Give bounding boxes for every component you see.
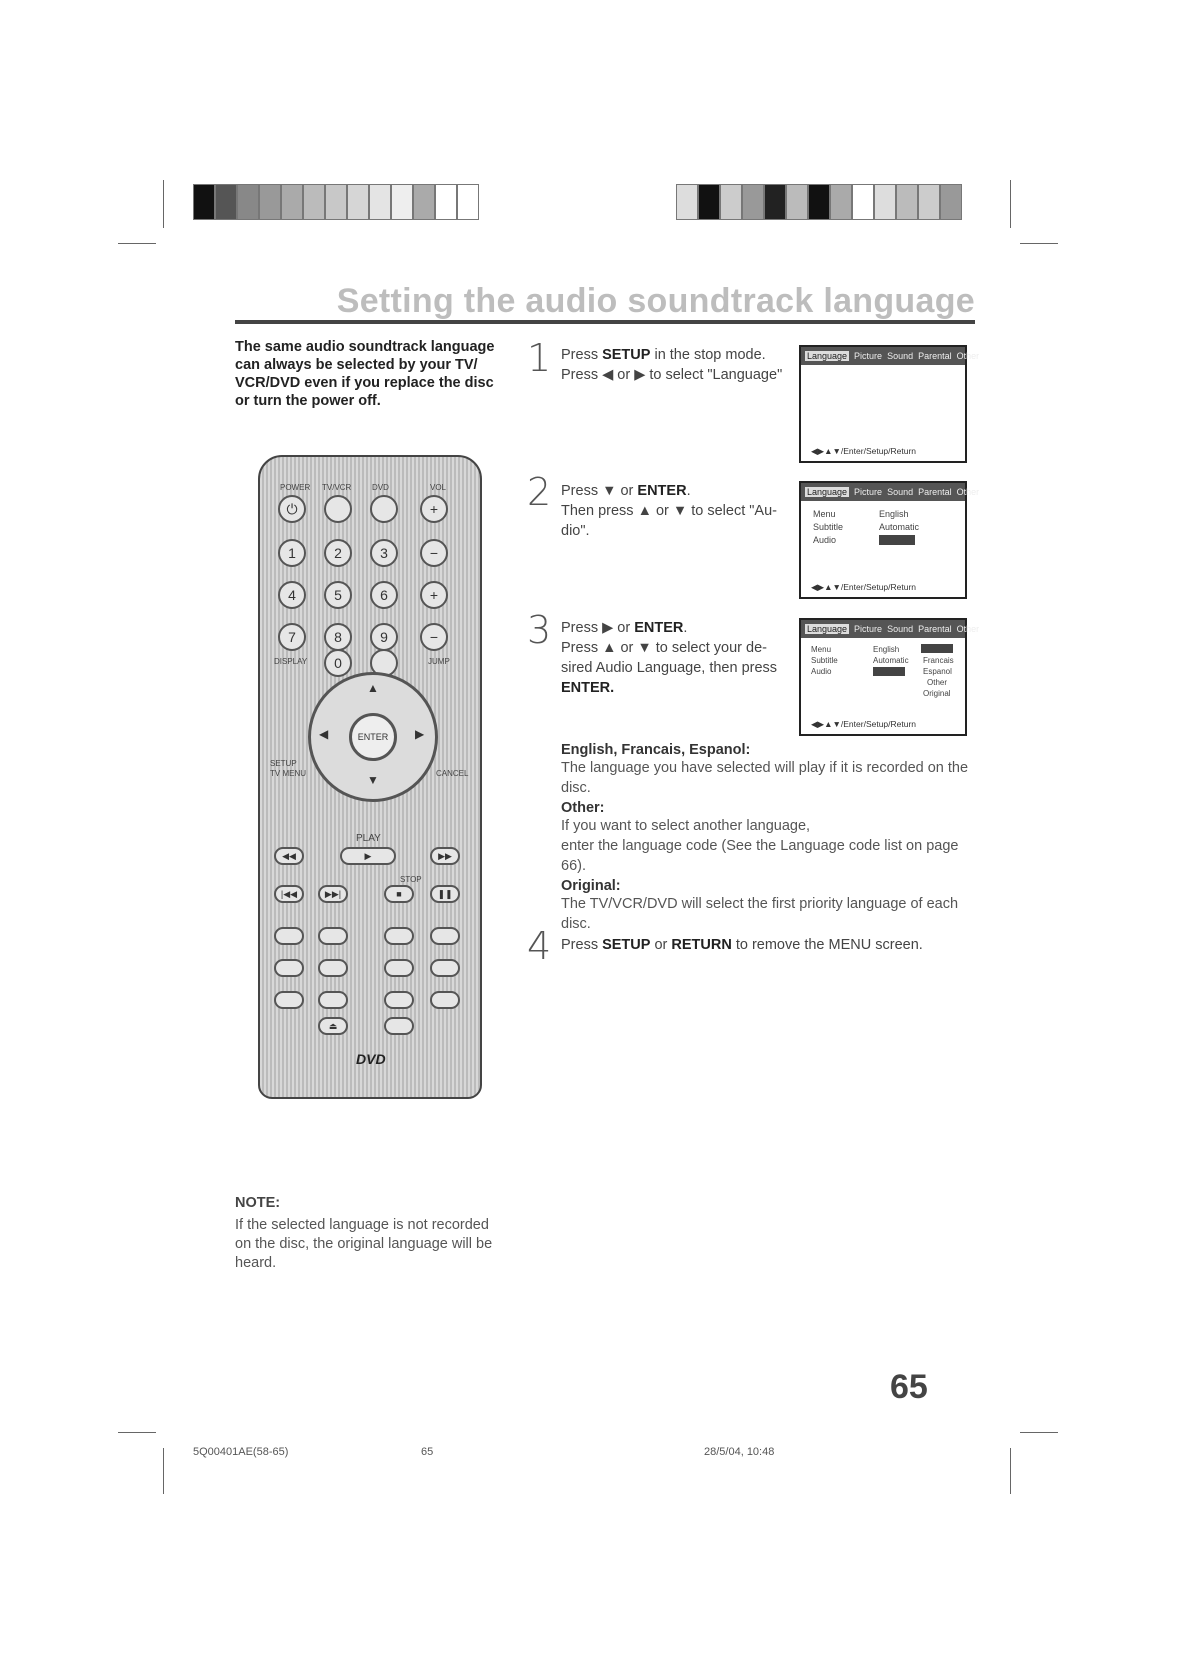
crop-mark (118, 243, 156, 244)
step-4-text (561, 935, 981, 955)
section-text: enter the language code (See the Language code list on page 66). (561, 838, 959, 874)
screen-footer: ◀▶▲▼/Enter/Setup/Return (811, 446, 917, 456)
tab-sound: Sound (887, 487, 914, 497)
key-enter: ENTER. (561, 680, 615, 696)
menu-value-selected: English (873, 667, 905, 676)
crop-mark (118, 1432, 156, 1433)
language-option: Other (927, 678, 948, 687)
dpad (308, 672, 438, 802)
tab-parental: Parental (918, 624, 952, 634)
digit-button: 7 (278, 623, 306, 651)
remote-button (274, 959, 304, 977)
step-text: Press ◀ or ▶ to select "Language" (561, 367, 783, 383)
tab-language: Language (807, 351, 848, 361)
arrow-right-icon: ▶ (415, 727, 425, 741)
footer-code: 5Q00401AE(58-65) (193, 1446, 289, 1458)
tab-other: Other (956, 624, 980, 634)
arrow-up-icon: ▲ (367, 681, 379, 695)
section-heading: Other: (561, 800, 605, 816)
note-heading: NOTE: (235, 1195, 281, 1211)
tab-sound: Sound (887, 351, 914, 361)
menu-label: Audio (813, 535, 837, 545)
language-option: Francais (923, 656, 954, 665)
remote-button (318, 991, 348, 1009)
digit-button: 2 (324, 539, 352, 567)
calibration-bar-left (193, 184, 479, 220)
remote-button (370, 495, 398, 523)
step-text: . (686, 483, 691, 499)
play-icon: ▶ (340, 847, 396, 865)
section-heading: English, Francais, Espanol: (561, 742, 751, 758)
intro-text: The same audio soundtrack language can always be selected by your TV/ VCR/DVD even if you replace the disc or turn the power off. (235, 339, 495, 409)
menu-value: Automatic (873, 656, 909, 665)
key-enter: ENTER (634, 620, 684, 636)
crop-mark (1020, 1432, 1058, 1433)
step-number: 4 (527, 924, 552, 968)
enter-button: ENTER (349, 713, 397, 761)
section-heading: Original: (561, 878, 621, 894)
key-return: RETURN (671, 937, 732, 953)
remote-button (384, 1017, 414, 1035)
remote-button (324, 495, 352, 523)
eject-icon: ⏏ (318, 1017, 348, 1035)
step-3-text (561, 618, 791, 698)
footer-date: 28/5/04, 10:48 (704, 1446, 775, 1458)
tab-language: Language (807, 487, 848, 497)
skip-back-icon: |◀◀ (274, 885, 304, 903)
crop-mark (1010, 180, 1011, 228)
screen-footer: ◀▶▲▼/Enter/Setup/Return (811, 719, 917, 729)
digit-button: 5 (324, 581, 352, 609)
stop-icon: ■ (384, 885, 414, 903)
step-text: Press (561, 347, 603, 363)
page-number: 65 (890, 1368, 928, 1406)
section-text: The TV/VCR/DVD will select the first priority language of each disc. (561, 896, 959, 932)
digit-button: 0 (324, 649, 352, 677)
step-text: Press ▶ or (561, 620, 635, 636)
arrow-left-icon: ◀ (319, 727, 329, 741)
step-text: dio". (561, 523, 590, 539)
pause-icon: ❚❚ (430, 885, 460, 903)
remote-label-tvvcr: TV/VCR (322, 483, 352, 492)
remote-label-jump: JUMP (428, 657, 450, 666)
crop-mark (163, 1448, 164, 1494)
tab-picture: Picture (854, 351, 883, 361)
menu-value: English (873, 645, 900, 654)
section-text: If you want to select another language, (561, 818, 811, 834)
step-text: Press (561, 937, 603, 953)
menu-tabs (801, 620, 980, 638)
key-setup: SETUP (602, 347, 651, 363)
remote-button (384, 927, 414, 945)
remote-label-power: POWER (280, 483, 311, 492)
step-text: sired Audio Language, then press (561, 660, 778, 676)
remote-button (384, 991, 414, 1009)
remote-label-setup: SETUP (270, 759, 297, 768)
menu-screen-1 (799, 345, 980, 463)
remote-button (274, 927, 304, 945)
remote-button (430, 959, 460, 977)
menu-value: English (879, 509, 909, 519)
options-description (561, 742, 971, 934)
fast-forward-icon: ▶▶ (430, 847, 460, 865)
menu-value: Automatic (879, 522, 920, 532)
tab-picture: Picture (854, 624, 883, 634)
menu-label: Audio (811, 667, 832, 676)
step-number: 2 (527, 470, 552, 514)
language-option: Original (923, 689, 951, 698)
step-1-text (561, 345, 791, 385)
remote-button (430, 991, 460, 1009)
remote-button (318, 959, 348, 977)
step-text: Press ▼ or (561, 483, 638, 499)
digit-button: 4 (278, 581, 306, 609)
remote-button (318, 927, 348, 945)
step-text: to remove the MENU screen. (731, 937, 923, 953)
power-icon: ⏻ (278, 495, 306, 523)
vol-down-button: − (420, 539, 448, 567)
ch-down-button: − (420, 623, 448, 651)
tab-picture: Picture (854, 487, 883, 497)
skip-forward-icon: ▶▶| (318, 885, 348, 903)
dvd-logo: DVD (356, 1051, 386, 1067)
step-text: . (683, 620, 688, 636)
page-title: Setting the audio soundtrack language (336, 282, 975, 320)
arrow-down-icon: ▼ (367, 773, 379, 787)
step-text: or (650, 937, 672, 953)
section-text: The language you have selected will play if it is recorded on the disc. (561, 760, 969, 796)
key-setup: SETUP (602, 937, 651, 953)
digit-button: 3 (370, 539, 398, 567)
digit-button: 1 (278, 539, 306, 567)
menu-tabs (801, 347, 980, 365)
step-text: Press ▲ or ▼ to select your de- (561, 640, 767, 656)
ch-up-button: + (420, 581, 448, 609)
tab-other: Other (956, 487, 980, 497)
crop-mark (163, 180, 164, 228)
remote-label-cancel: CANCEL (436, 769, 469, 778)
language-option: Espanol (923, 667, 952, 676)
step-number: 1 (527, 336, 552, 380)
calibration-bar-right (676, 184, 962, 220)
digit-button: 9 (370, 623, 398, 651)
step-text: in the stop mode. (650, 347, 766, 363)
step-number: 3 (527, 608, 552, 652)
language-option-selected: English (921, 644, 953, 653)
digit-button: 8 (324, 623, 352, 651)
tab-other: Other (956, 351, 980, 361)
menu-label: Subtitle (811, 656, 838, 665)
step-2-text (561, 481, 791, 541)
remote-label-stop: STOP (400, 875, 422, 884)
remote-label-dvd: DVD (372, 483, 389, 492)
tab-parental: Parental (918, 351, 952, 361)
remote-label-display: DISPLAY (274, 657, 308, 666)
step-text: Then press ▲ or ▼ to select "Au- (561, 503, 777, 519)
remote-label-tvmenu: TV MENU (270, 769, 306, 778)
tab-parental: Parental (918, 487, 952, 497)
key-enter: ENTER (637, 483, 687, 499)
crop-mark (1020, 243, 1058, 244)
tab-sound: Sound (887, 624, 914, 634)
menu-label: Menu (811, 645, 832, 654)
vol-up-button: + (420, 495, 448, 523)
menu-value-selected: English (879, 535, 915, 545)
title-rule (235, 320, 975, 324)
tab-language: Language (807, 624, 848, 634)
note-text: If the selected language is not recorded on the disc, the original language will be heard. (235, 1217, 493, 1271)
remote-label-play: PLAY (356, 833, 381, 844)
remote-button (430, 927, 460, 945)
remote-control-illustration (258, 455, 482, 1099)
screen-footer: ◀▶▲▼/Enter/Setup/Return (811, 582, 917, 592)
rewind-icon: ◀◀ (274, 847, 304, 865)
menu-screen-3 (799, 618, 980, 736)
menu-label: Subtitle (813, 522, 844, 532)
remote-button (384, 959, 414, 977)
menu-label: Menu (813, 509, 836, 519)
menu-tabs (801, 483, 980, 501)
footer-page: 65 (421, 1446, 434, 1458)
crop-mark (1010, 1448, 1011, 1494)
digit-button: 6 (370, 581, 398, 609)
menu-screen-2 (799, 481, 980, 599)
remote-button (274, 991, 304, 1009)
remote-label-vol: VOL (430, 483, 447, 492)
